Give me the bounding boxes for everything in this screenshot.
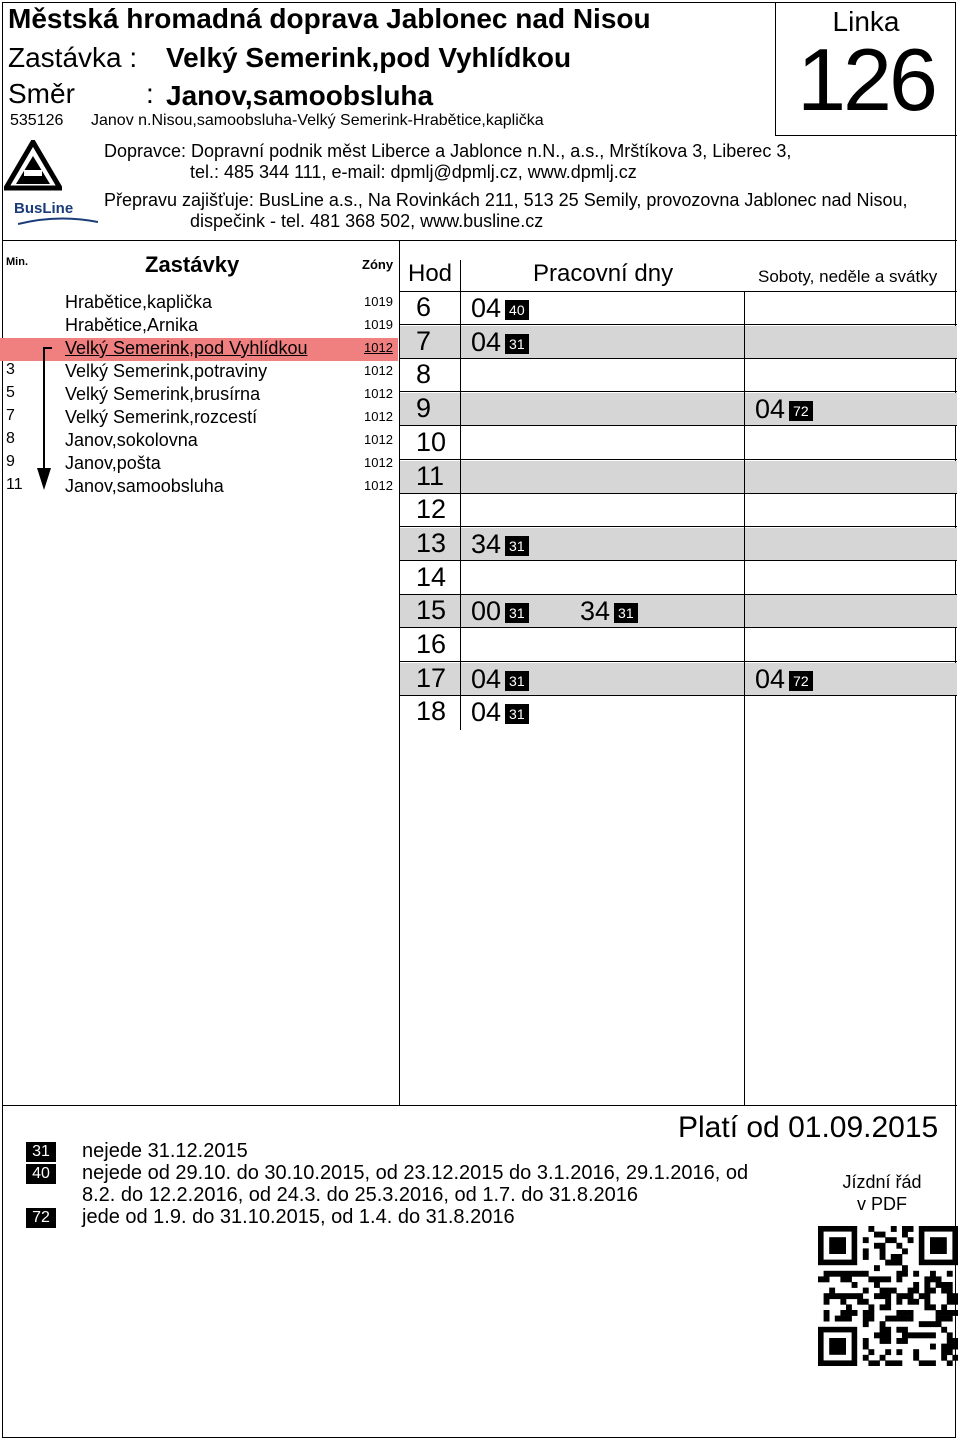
departure-minute: 04 bbox=[471, 697, 502, 728]
hour-row bbox=[400, 629, 957, 662]
note-badge: 72 bbox=[789, 671, 813, 691]
departure-minute: 04 bbox=[471, 326, 502, 357]
stop-name: Velký Semerink,pod Vyhlídkou bbox=[65, 338, 308, 358]
departure-workday bbox=[471, 327, 529, 358]
hour-row bbox=[400, 696, 525, 729]
hour-row bbox=[400, 494, 957, 527]
header-divider bbox=[2, 240, 957, 241]
departure-workday bbox=[471, 596, 529, 627]
route-description: Janov n.Nisou,samoobsluha-Velký Semerink-Hrabětice,kaplička bbox=[91, 112, 544, 129]
footnote-code: 31 bbox=[26, 1142, 56, 1162]
weekend-column-divider bbox=[744, 291, 745, 1106]
valid-from: Platí od 01.09.2015 bbox=[678, 1111, 939, 1144]
hour-column-divider bbox=[460, 260, 461, 730]
departure-workday bbox=[580, 596, 638, 627]
hour-cell: 17 bbox=[416, 662, 447, 693]
stop-name: Velký Semerink,potraviny bbox=[65, 361, 268, 381]
hour-cell: 15 bbox=[416, 595, 447, 626]
stop-minutes: 11 bbox=[6, 476, 23, 493]
departure-minute: 00 bbox=[471, 596, 502, 627]
departure-workday bbox=[471, 697, 529, 728]
provider-line-1: Přepravu zajišťuje: BusLine a.s., Na Rovinkách 211, 513 25 Semily, provozovna Jablonec nad Nisou, bbox=[104, 190, 908, 210]
footnote-line: 8.2. do 12.2.2016, od 24.3. do 25.3.2016, od 1.7. do 31.8.2016 bbox=[82, 1184, 639, 1206]
hour-cell: 8 bbox=[416, 359, 432, 390]
line-number: 126 bbox=[797, 30, 935, 129]
hour-cell: 18 bbox=[416, 696, 447, 727]
stop-minutes: 3 bbox=[6, 361, 15, 378]
hour-cell: 13 bbox=[416, 527, 447, 558]
direction-arrow-icon bbox=[30, 346, 60, 496]
hour-cell: 7 bbox=[416, 325, 432, 356]
hour-cell: 16 bbox=[416, 629, 447, 659]
min-header: Min. bbox=[6, 256, 28, 268]
busline-swoosh-icon bbox=[18, 216, 98, 230]
stop-zone: 1019 bbox=[364, 294, 393, 309]
dpmlj-logo-icon bbox=[4, 140, 62, 192]
footnote-line: nejede 31.12.2015 bbox=[82, 1140, 248, 1162]
line-box-bottom bbox=[775, 135, 957, 136]
footer-divider bbox=[2, 1105, 957, 1106]
stop-name: Velký Semerink,brusírna bbox=[65, 384, 261, 404]
stop-name: Janov,sokolovna bbox=[65, 430, 198, 450]
stop-zone: 1019 bbox=[364, 317, 393, 332]
footnote-line: jede od 1.9. do 31.10.2015, od 1.4. do 31.8.2016 bbox=[82, 1206, 515, 1228]
stops-header: Zastávky bbox=[145, 252, 240, 277]
departure-weekend bbox=[755, 664, 813, 695]
departure-minute: 04 bbox=[755, 663, 786, 694]
note-badge: 31 bbox=[505, 704, 529, 724]
pdf-label-1: Jízdní řád bbox=[842, 1172, 922, 1192]
departure-workday bbox=[471, 529, 529, 560]
hour-row bbox=[400, 528, 957, 561]
note-badge: 31 bbox=[614, 603, 638, 623]
footnote-text bbox=[82, 1206, 515, 1228]
note-badge: 31 bbox=[505, 671, 529, 691]
weekends-header: Soboty, neděle a svátky bbox=[758, 267, 938, 286]
hour-row bbox=[400, 292, 957, 325]
hour-row bbox=[400, 562, 957, 595]
carrier-line-1: Dopravce: Dopravní podnik měst Liberce a Jablonce n.N., a.s., Mrštíkova 3, Liberec 3, bbox=[104, 141, 792, 161]
departure-workday bbox=[471, 664, 529, 695]
footnote-code: 72 bbox=[26, 1208, 56, 1228]
line-label: Linka bbox=[832, 6, 900, 37]
pdf-label-2: v PDF bbox=[856, 1194, 907, 1214]
note-badge: 31 bbox=[505, 334, 529, 354]
stop-name: Janov,samoobsluha bbox=[65, 476, 224, 496]
stop-minutes: 5 bbox=[6, 384, 15, 401]
direction-colon: : bbox=[146, 78, 154, 109]
busline-logo: BusLine bbox=[14, 200, 74, 217]
hour-cell: 14 bbox=[416, 561, 447, 592]
footnote-text bbox=[82, 1162, 748, 1206]
stop-zone: 1012 bbox=[364, 363, 393, 378]
workdays-header: Pracovní dny bbox=[533, 260, 674, 287]
hour-cell: 11 bbox=[416, 460, 445, 491]
note-badge: 40 bbox=[505, 300, 529, 320]
stop-name: Hrabětice,Arnika bbox=[65, 315, 199, 335]
stop-zone: 1012 bbox=[364, 409, 393, 424]
hour-cell: 6 bbox=[416, 292, 432, 322]
stop-name: Velký Semerink,pod Vyhlídkou bbox=[166, 42, 572, 73]
footnote-line: nejede od 29.10. do 30.10.2015, od 23.12.2015 do 3.1.2016, 29.1.2016, od bbox=[82, 1162, 749, 1184]
departure-minute: 04 bbox=[755, 394, 786, 425]
page-title: Městská hromadná doprava Jablonec nad Nisou bbox=[8, 3, 651, 34]
departure-minute: 04 bbox=[471, 293, 502, 323]
stop-name: Janov,pošta bbox=[65, 453, 161, 473]
hour-cell: 9 bbox=[416, 393, 432, 424]
footnote-text bbox=[82, 1140, 248, 1162]
note-badge: 31 bbox=[505, 536, 529, 556]
stop-row bbox=[0, 315, 398, 338]
departure-minute: 34 bbox=[471, 528, 502, 559]
stop-zone: 1012 bbox=[364, 455, 393, 470]
departure-minute: 34 bbox=[580, 596, 611, 627]
stop-name: Velký Semerink,rozcestí bbox=[65, 407, 258, 427]
hour-cell: 10 bbox=[416, 426, 447, 457]
zones-header: Zóny bbox=[362, 257, 394, 272]
direction-name: Janov,samoobsluha bbox=[166, 80, 434, 111]
stop-row bbox=[0, 292, 398, 315]
note-badge: 72 bbox=[789, 401, 813, 421]
hour-row bbox=[400, 461, 957, 494]
stop-label: Zastávka : bbox=[8, 42, 138, 73]
route-code: 535126 bbox=[10, 112, 64, 129]
stop-zone: 1012 bbox=[364, 340, 393, 355]
departure-workday bbox=[471, 293, 529, 324]
footnote-code: 40 bbox=[26, 1164, 56, 1184]
provider-line-2: dispečink - tel. 481 368 502, www.busline.cz bbox=[190, 211, 544, 231]
hour-cell: 12 bbox=[416, 494, 447, 525]
stop-name: Hrabětice,kaplička bbox=[65, 292, 213, 312]
hour-row bbox=[400, 326, 957, 359]
hour-row bbox=[400, 595, 957, 628]
note-badge: 31 bbox=[505, 603, 529, 623]
carrier-line-2: tel.: 485 344 111, e-mail: dpmlj@dpmlj.cz, www.dpmlj.cz bbox=[190, 162, 637, 182]
hour-row bbox=[400, 359, 957, 392]
stop-minutes: 8 bbox=[6, 430, 15, 447]
stop-minutes: 9 bbox=[6, 453, 15, 470]
stop-zone: 1012 bbox=[364, 478, 393, 493]
hour-row bbox=[400, 393, 957, 426]
hour-header: Hod bbox=[408, 260, 453, 287]
departure-minute: 04 bbox=[471, 663, 502, 694]
departure-weekend bbox=[755, 394, 813, 425]
stop-minutes: 7 bbox=[6, 407, 15, 424]
qr-code-icon[interactable] bbox=[818, 1226, 958, 1366]
stop-zone: 1012 bbox=[364, 386, 393, 401]
hour-row bbox=[400, 663, 957, 696]
hour-row bbox=[400, 427, 957, 460]
direction-label: Směr bbox=[8, 78, 75, 109]
stop-zone: 1012 bbox=[364, 432, 393, 447]
